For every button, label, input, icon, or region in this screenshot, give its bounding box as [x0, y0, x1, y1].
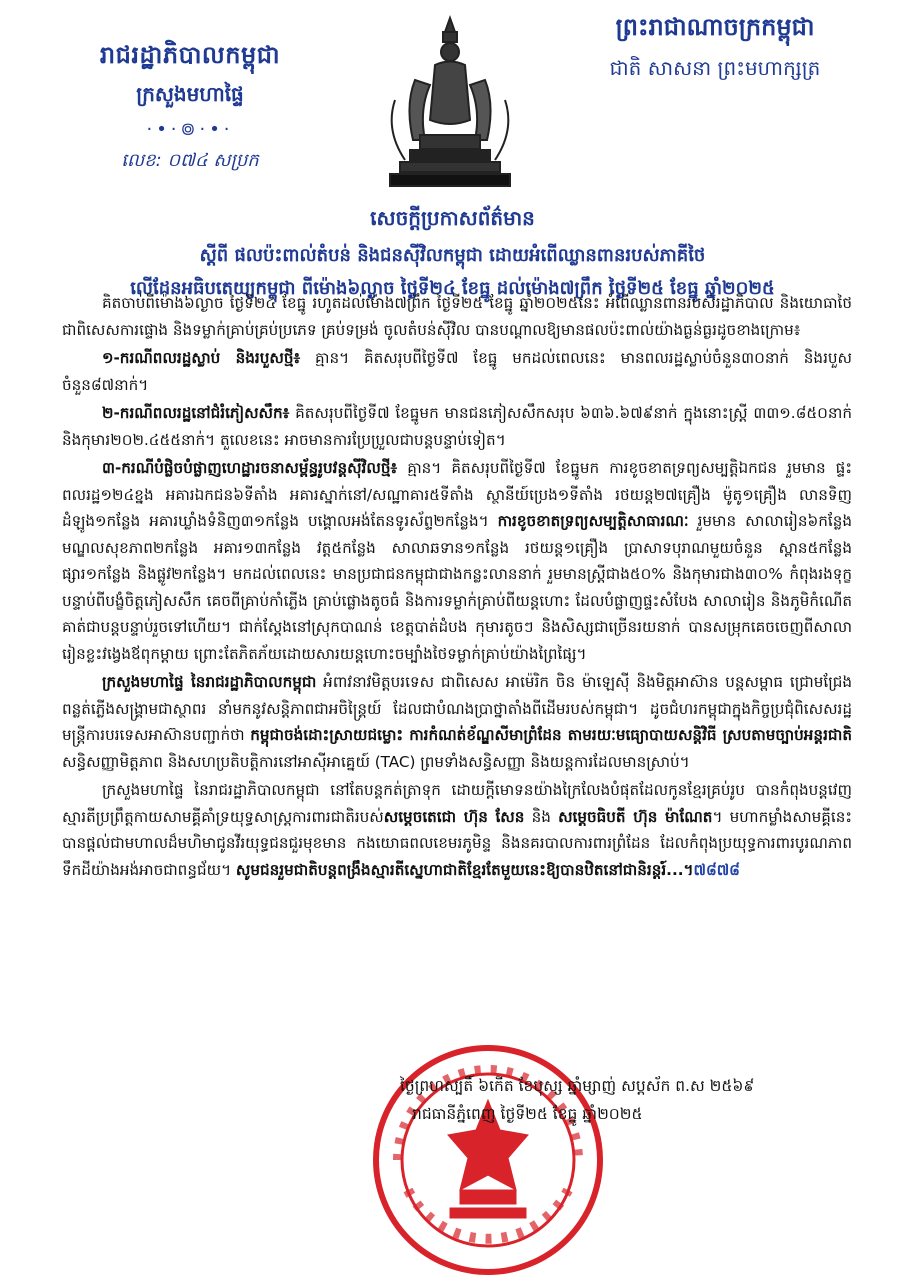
closing-call: សូមជនរួមជាតិបន្តពង្រឹងស្មារតីស្នេហាជាតិខ្មែរតែមួយនេះឱ្យបានឋិតនៅជានិរន្តរ៍...។ — [235, 860, 694, 879]
casualties-text: គ្មាន។ គិតសរុបពីថ្ងៃទី៧ ខែធ្នូ មកដល់ពេលនេះ មានពលរដ្ឋស្លាប់ចំនួន៣០នាក់ និងរបួសចំនួន៨៧នាក់។ — [62, 349, 852, 394]
leader-name-2: សម្តេចធិបតី ហ៊ុន ម៉ាណែត — [558, 807, 713, 826]
document-title — [40, 205, 865, 303]
paragraph-intro: គិតចាប់ពីម៉ោង៦ល្ងាច ថ្ងៃទី២៤ ខែធ្នូ រហូតដល់ម៉ោង៧ព្រឹក ថ្ងៃទី២៥ ខែធ្នូ ឆ្នាំ២០២៥នេះ អំពើឈ្លានពានរបស់រដ្ឋាភិបាល និងយោធាថៃ ជាពិសេសការផ្ទោង និងទម្លាក់គ្រាប់គ្រប់ប្រភេទ គ្រប់ទម្រង់ ចូលតំបន់ស៊ីវិល បានបណ្តាលឱ្យមានផលប៉ះពាល់យ៉ាងធ្ងន់ធ្ងរដូចខាងក្រោម៖ — [62, 294, 852, 339]
refugees-text: គិតសរុបពីថ្ងៃទី៧ ខែធ្នូមក មានជនភៀសសឹកសរុប ៦៣៦.៦៧៩នាក់ ក្នុងនោះស្ត្រី ៣៣១.៨៥០នាក់ និងកុមារ២០២.៤៥៥នាក់។ តួលេខនេះ អាចមានការប្រែប្រួលជាបន្តបន្ទាប់ទៀត។ — [62, 404, 852, 449]
public-damage-label: ការខូចខាតទ្រព្យសម្បត្តិសាធារណៈ — [497, 512, 689, 530]
closing-code: ៧៨៧៨ — [693, 860, 740, 879]
reference-number: លេខ: ០៧៤ សប្រក — [121, 150, 259, 171]
government-name: រាជរដ្ឋាភិបាលកម្ពុជា — [99, 41, 281, 69]
leader-name-1: សម្តេចតេជោ ហ៊ុន សែន — [383, 807, 525, 826]
kingdom-header — [555, 12, 875, 85]
closing-text: ក្រសួងមហាផ្ទៃ នៃរាជរដ្ឋាភិបាលកម្ពុជា នៅតែបន្តកត់ត្រាទុក ដោយក្តីមោទនយ៉ាងក្រៃលែងបំផុតដែលកូនខ្មែរគ្រប់រូប បានកំពុងបន្តវេញស្មារតីប្រព្រឹត្តកាយសាមគ្គីគាំទ្រយុទ្ធសាស្ត្រការពារជាតិរបស់ — [62, 781, 852, 826]
appeal-label: ក្រសួងមហាផ្ទៃ នៃរាជរដ្ឋាភិបាលកម្ពុជា — [102, 673, 317, 691]
royal-emblem-icon — [375, 10, 525, 200]
closing-conjunction: និង — [524, 807, 559, 826]
appeal-position: កម្ពុជាចង់ដោះស្រាយជម្លោះ ការកំណត់ខ័ណ្ឌសីមាព្រំដែន តាមរយៈមធ្យោបាយសន្តិវិធី ស្របតាមច្បាប់អន្តរជាតិ — [250, 726, 852, 744]
kingdom-name: ព្រះរាជាណាចក្រកម្ពុជា — [615, 13, 815, 41]
damage-label: ៣-ករណីបំផ្លិចបំផ្លាញហេដ្ឋារចនាសម្ព័ន្ធរូបវន្តស៊ីវិលថ្មី៖ — [102, 459, 398, 477]
national-motto: ជាតិ សាសនា ព្រះមហាក្សត្រ — [609, 56, 821, 80]
title-line-2: ស្តីពី ផលប៉ះពាល់តំបន់ និងជនស៊ីវិលកម្ពុជា ដោយអំពើឈ្លានពានរបស់ភាគីថៃ — [199, 245, 706, 266]
title-line-1: សេចក្តីប្រកាសព័ត៌មាន — [370, 206, 535, 230]
ministry-header — [40, 40, 340, 175]
ministry-name: ក្រសួងមហាផ្ទៃ — [136, 82, 244, 106]
lunar-date: ថ្ងៃព្រហស្បតិ៍ ៦កើត ខែបុស្ស ឆ្នាំម្សាញ់ សប្តស័ក ព.ស ២៥៦៩ — [400, 1077, 755, 1095]
title-line-3: លើដែនអធិបតេយ្យកម្ពុជា ពីម៉ោង៦ល្ងាច ថ្ងៃទី២៤ ខែធ្នូ ដល់ម៉ោង៧ព្រឹក ថ្ងៃទី២៥ ខែធ្នូ ឆ្នាំ២០២៥ — [130, 278, 775, 299]
public-damage-text: រួមមាន សាលារៀន៦កន្លែង មណ្ឌលសុខភាព២កន្លែង អគារ១៣កន្លែង វត្ត៥កន្លែង សាលាឆទាន១កន្លែង រថយន្ត១គ្រឿង ប្រាសាទបុរាណមួយចំនួន ស្ពាន៥កន្លែង ផ្សារ១កន្លែង និងផ្លូវ២កន្លែង។ មកដល់ពេលនេះ មានប្រជាជនកម្ពុជាជាងកន្លះលាននាក់ រួមមានស្ត្រីជាង៥០% និងកុមារជាង៣០% កំពុងរងទុក្ខ បន្ទាប់ពីបង្ខំចិត្តភៀសសឹក គេចពីគ្រាប់កាំភ្លើង គ្រាប់ផ្លោងតូចធំ និងការទម្លាក់គ្រាប់ពីយន្តហោះ ដែលបំផ្លាញផ្ទះសំបែង សាលារៀន និងភូមិកំណើតគាត់ជាបន្តបន្ទាប់រួចទៅហើយ។ ជាក់ស្តែងនៅស្រុកបាណន់ ខេត្តបាត់ដំបង កុមារតូចៗ និងសិស្សជាច្រើនរយនាក់ បានសម្រុកគេចចេញពីសាលារៀនខ្លះវង្វេងឪពុកម្តាយ ព្រោះតែភិតភ័យដោយសារយន្តហោះចម្បាំងថៃទម្លាក់គ្រាប់យ៉ាងព្រៃផ្សៃ។ — [62, 512, 852, 663]
header-ornament: ·•·៙·•· — [146, 119, 234, 140]
paragraph-casualties — [62, 345, 852, 398]
paragraph-appeal — [62, 669, 852, 775]
appeal-text: អំពាវនាវមិត្តបរទេស ជាពិសេស អាម៉េរិក ចិន ម៉ាឡេស៊ី និងមិត្តអាស៊ាន បន្តសម្ពាធ ជ្រោមជ្រែងពន្លត់ភ្លើងសង្គ្រាមជាស្ថាពរ នាំមកនូវសន្តិភាពជាអចិន្ត្រៃយ៍ ដែលជាបំណងប្រាថ្នាតាំងពីដើមរបស់កម្ពុជា។ ដូចជំហរកម្ពុជាក្នុងកិច្ចប្រជុំពិសេសរដ្ឋមន្ត្រីការបរទេសអាស៊ានបញ្ជាក់ថា — [62, 673, 852, 744]
damage-text: គ្មាន។ គិតសរុបពីថ្ងៃទី៧ ខែធ្នូមក ការខូចខាតទ្រព្យសម្បត្តិឯកជន រួមមាន ផ្ទះពលរដ្ឋ១២៤ខ្នង អគារឯកជន៦ទីតាំង អគារស្នាក់នៅ/សណ្ឋាគារ៥ទីតាំង ស្ថានីយ៍ប្រេង១ទីតាំង រថយន្ត២៧គ្រឿង ម៉ូតូ១គ្រឿង លានទិញដំឡូង១កន្លែង អគារឃ្លាំងទំនិញ៣១កន្លែង បង្គោលអង់តែនទូរស័ព្ទ២កន្លែង។ — [62, 459, 852, 530]
paragraph-closing — [62, 777, 852, 883]
casualties-label: ១-ករណីពលរដ្ឋស្លាប់ និងរបួសថ្មី៖ — [102, 349, 301, 367]
document-body — [62, 290, 852, 885]
paragraph-refugees — [62, 400, 852, 453]
solar-date: រាជធានីភ្នំពេញ ថ្ងៃទី២៥ ខែធ្នូ ឆ្នាំ២០២៥ — [412, 1105, 643, 1123]
signature-block — [400, 1072, 880, 1128]
paragraph-damage — [62, 455, 852, 667]
closing-text-2: ។ មហាកម្លាំងសាមគ្គីនេះ បានផ្តល់ជាមហាលដ៏មហិមាជូនវីរយុទ្ធជនជួរមុខមាន កងយោធពលខេមរភូមិន្ទ និងនគរបាលការពារព្រំដែន ដែលកំពុងប្រយុទ្ធការពារបូរណភាពទឹកដីយ៉ាងអង់អាចជាពន្ធជ័យ។ — [62, 807, 853, 879]
refugees-label: ២-ករណីពលរដ្ឋនៅជំរំភៀសសឹក៖ — [102, 404, 290, 422]
appeal-text-2: សន្ធិសញ្ញាមិត្តភាព និងសហប្រតិបត្តិការនៅអាស៊ីអាគ្នេយ៍ (TAC) ព្រមទាំងសន្ធិសញ្ញា និងយន្តការដែលមានស្រាប់។ — [62, 752, 690, 771]
